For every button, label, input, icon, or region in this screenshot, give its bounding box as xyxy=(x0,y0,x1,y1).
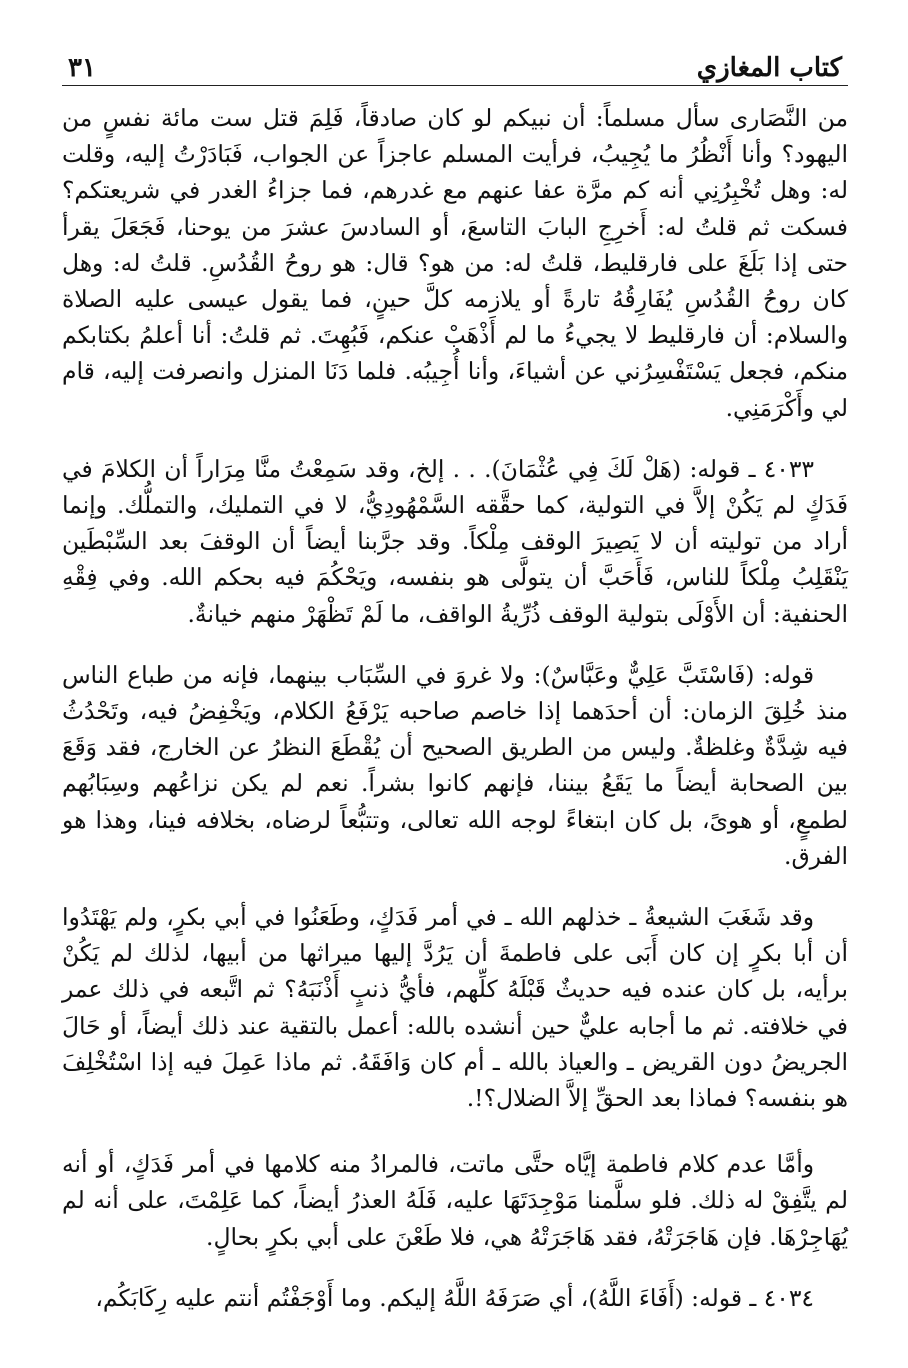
paragraph-5: وأمَّا عدم كلام فاطمة إيَّاه حتَّى ماتت، فالمرادُ منه كلامها في أمر فَدَكٍ، أو أنه لم يتَّفِقْ له ذلك. فلو سلَّمنا مَوْجِدَتَهَا عليه، فَلَهُ العذرُ أيضاً، كما عَلِمْتَ، على أنه لم يُهَاجِرْهَا. فإن هَاجَرَتْهُ، فقد هَاجَرَتْهُ هي، فلا طَعْنَ على أبي بكرٍ بحالٍ. xyxy=(62,1150,848,1251)
paragraph-6: ٤٠٣٤ ـ قوله: (أَفَاءَ اللَّهُ)، أي صَرَفَهُ اللَّهُ إليكم. وما أَوْجَفْتُم أنتم عليه رِكَابَكُم، xyxy=(95,1283,814,1312)
paragraph-2: ٤٠٣٣ ـ قوله: (هَلْ لَكَ فِي عُثْمَانَ). . . إلخ، وقد سَمِعْتُ منَّا مِرَاراً أن الكلامَ في فَدَكٍ لم يَكُنْ إلاَّ في التولية، كما حقَّقه السَّمْهُودِيُّ، لا في التمليك، والتملُّك. وإنما أراد من توليته أن لا يَصِيرَ الوقف مِلْكاً. وقد جرَّبنا أيضاً أن الوقفَ بعد السِّبْطَين يَنْقَلِبُ مِلْكاً للناس، فَأَحَبَّ أن يتولَّى هو بنفسه، ويَحْكُمَ فيه بحكم الله. وفي فِقْهِ الحنفية: أن الأَوْلَى بتولية الوقف ذُرِّيةُ الواقف، ما لَمْ تَظْهَرْ منهم خيانةٌ. xyxy=(62,454,848,628)
paragraph-4: وقد شَغَبَ الشيعةُ ـ خذلهم الله ـ في أمر فَدَكٍ، وطَعَنُوا في أبي بكرٍ، ولم يَهْتَدُوا أن أبا بكرٍ إن كان أَبَى على فاطمةَ أن يَرُدَّ إليها ميراثها من أبيها، لذلك لم يَكُنْ برأيه، بل كان عنده فيه حديثٌ قَبْلَهُ كلِّهم، فأيُّ ذنبٍ أَذْنَبَهُ؟ ثم اتَّبعه في ذلك عمر في خلافته. ثم ما أجابه عليٌّ حين أنشده بالله: أعمل بالتقية عند ذلك أيضاً، أو حَالَ الجريضُ دون القريض ـ والعياذ بالله ـ أم كان وَافَقَهُ. ثم ماذا عَمِلَ فيه إذا اسْتُخْلِفَ هو بنفسه؟ فماذا بعد الحقِّ إلاَّ الضلال؟!. xyxy=(62,903,848,1113)
page-body xyxy=(62,86,848,1316)
book-page xyxy=(62,38,848,1316)
page-number: ٣١ xyxy=(68,53,96,83)
paragraph-3: قوله: (فَاسْتَبَّ عَلِيٌّ وعَبَّاسٌ): ولا غروَ في السِّبَاب بينهما، فإنه من طباع الناس منذ خُلِقَ الزمان: أن أحدَهما إذا خاصم صاحبه يَرْفَعُ الكلام، ويَخْفِضُ فيه، وتَحْدُثُ فيه شِدَّةٌ وغلظةٌ. وليس من الطريق الصحيح أن يُقْطَعَ النظرُ عن الخارج، فقد وَقَعَ بين الصحابة أيضاً ما يَقَعُ بيننا، فإنهم كانوا بشراً. نعم لم يكن نزاعُهم وسِبَابُهم لطمعٍ، أو هوىً، بل كان ابتغاءً لوجه الله تعالى، وتتبُّعاً لرضاه، بخلافه فينا، وهذا هو الفرق. xyxy=(62,660,848,870)
running-header xyxy=(62,38,848,86)
book-title: كتاب المغازي xyxy=(696,53,842,83)
paragraph-1: من النَّصَارى سأل مسلماً: أن نبيكم لو كان صادقاً، فَلِمَ قتل ست مائة نفسٍ من اليهود؟ وأنا أَنْظُرُ ما يُجِيبُ، فرأيت المسلم عاجزاً عن الجواب، فَبَادَرْتُ إليه، وقلت له: وهل تُخْبِرُنِي أنه كم مرَّة عفا عنهم مع غدرهم، فما جزاءُ الغدر في شريعتكم؟ فسكت ثم قلتُ له: أَخرِجِ البابَ التاسعَ، أو السادسَ عشرَ من يوحنا، فَجَعَلَ يقرأ حتى إذا بَلَغَ على فارقليط، قلتُ له: من هو؟ قال: هو روحُ القُدُسِ. قلتُ له: وهل كان روحُ القُدُسِ يُفَارِقُهُ تارةً أو يلازمه كلَّ حينٍ، فما يقول عيسى عليه الصلاة والسلام: أن فارقليط لا يجيءُ ما لم أَذْهَبْ عنكم، فَبُهِتَ. ثم قلتُ: أنا أعلمُ بكتابكم منكم، فجعل يَسْتَفْسِرُني عن أشياءَ، وأنا أُجِيبُه. فلما دَنَا المنزل وانصرفت إليه، قام لي وأَكْرَمَنِي. xyxy=(62,104,848,422)
